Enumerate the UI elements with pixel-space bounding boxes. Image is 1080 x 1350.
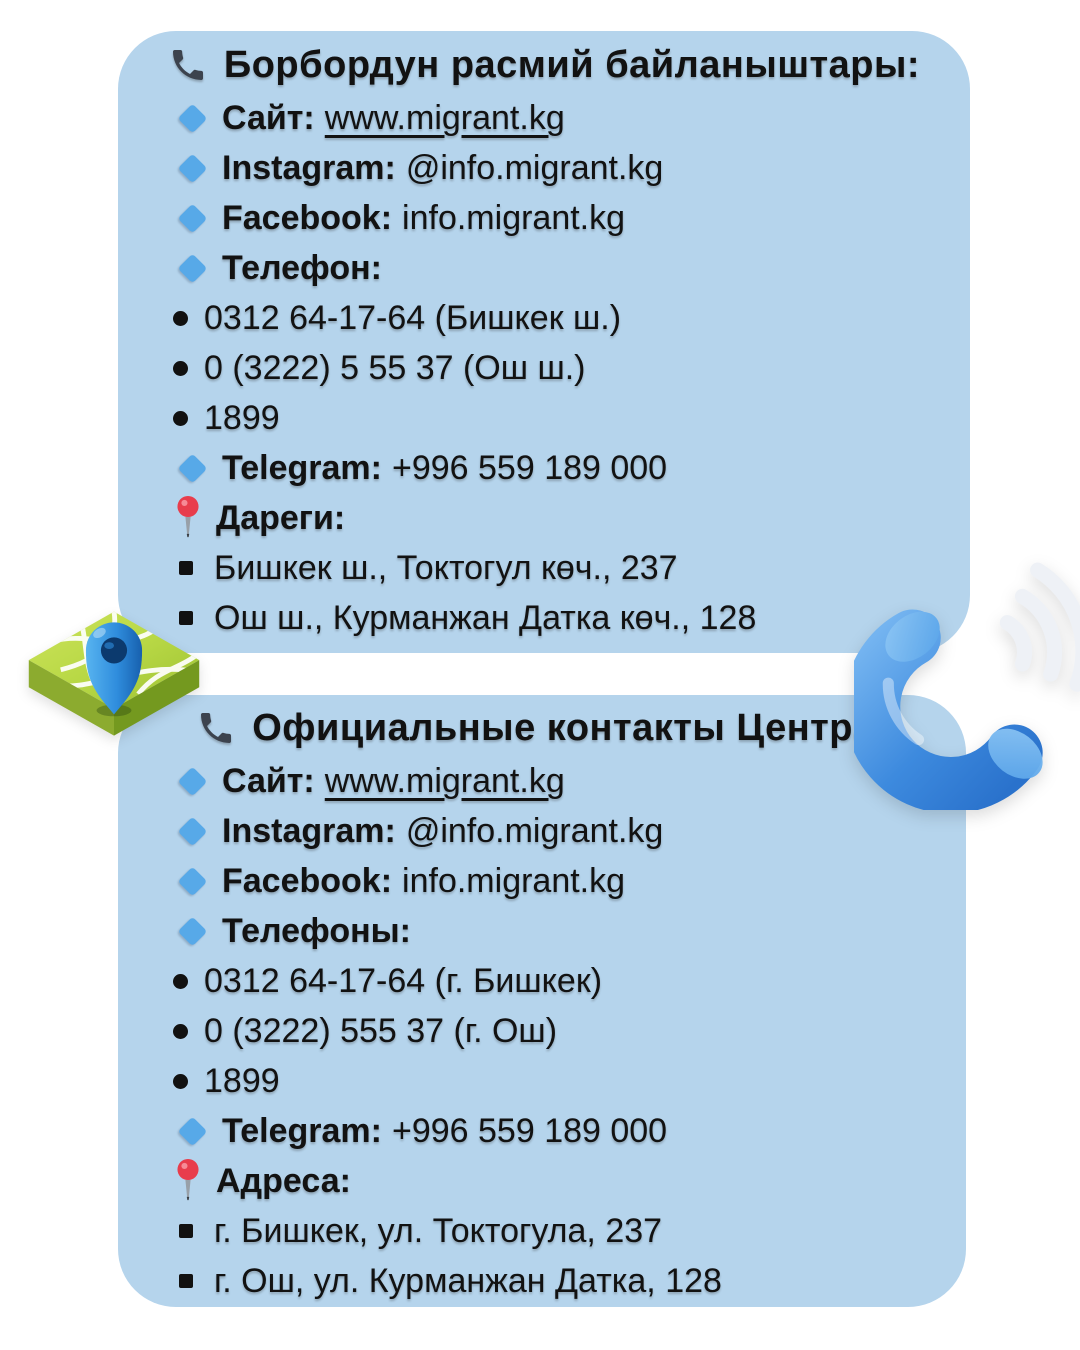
dot-bullet-icon [173,361,188,376]
contact-value: 1899 [204,399,280,437]
map-pin-3d-icon [22,602,206,774]
dot-bullet-icon [168,974,192,989]
contact-label: Дареги: [216,499,346,537]
contact-label: Facebook: [222,862,393,900]
contact-row [118,1106,966,1156]
contact-card-russian [118,695,966,1307]
contact-text [222,251,392,285]
contact-value: @info.migrant.kg [405,812,664,850]
contact-value: Ош ш., Курманжан Датка көч., 128 [214,599,757,637]
contact-text [204,301,621,335]
contact-text [214,1214,662,1248]
contact-value: 0312 64-17-64 (Бишкек ш.) [204,299,622,337]
contact-text [216,1164,361,1198]
contact-row [118,1206,966,1256]
diamond-bullet-icon [176,158,208,179]
contact-row [118,293,970,343]
dot-bullet-icon [168,1024,192,1039]
square-bullet-icon [179,1224,193,1238]
phone-receiver-icon [168,45,208,85]
contact-row [118,343,970,393]
contact-label: Telegram: [222,449,382,487]
card-body [118,756,966,1306]
contact-text [204,401,280,435]
contact-row [118,143,970,193]
contact-label: Telegram: [222,1112,382,1150]
contact-row [118,1156,966,1206]
contact-row [118,443,970,493]
contact-label: Instagram: [222,149,396,187]
card-header [118,700,966,756]
dot-bullet-icon [173,974,188,989]
contact-label: Сайт: [222,99,315,137]
card-title: Борбордун расмий байланыштары: [223,44,921,86]
contact-text [222,864,625,898]
contact-row [118,93,970,143]
card-header [118,37,970,93]
contact-label: Facebook: [222,199,393,237]
diamond-bullet-icon [176,1121,208,1142]
contact-text [222,814,663,848]
contact-text [204,964,602,998]
contact-text [222,764,565,798]
contact-text [216,501,355,535]
contact-text [222,914,421,948]
contact-card-kyrgyz [118,31,970,653]
contact-label: Instagram: [222,812,396,850]
contact-text [204,351,586,385]
dot-bullet-icon [173,311,188,326]
card-body [118,93,970,643]
square-bullet-icon [179,1274,193,1288]
contact-text [222,201,625,235]
diamond-bullet-icon [176,871,208,892]
diamond-bullet-icon [177,103,207,133]
diamond-bullet-icon [176,458,208,479]
contact-text [222,451,667,485]
contact-value: www.migrant.kg [324,99,565,137]
contact-value: info.migrant.kg [402,862,626,900]
diamond-bullet-icon [177,816,207,846]
diamond-bullet-icon [177,453,207,483]
contact-row [118,393,970,443]
contact-value: www.migrant.kg [324,762,565,800]
diamond-bullet-icon [177,866,207,896]
contact-text [222,1114,667,1148]
contact-row [118,543,970,593]
pushpin-icon [174,495,202,541]
contact-row [118,906,966,956]
contact-value: 0312 64-17-64 (г. Бишкек) [204,962,603,1000]
contact-label: Адреса: [216,1162,351,1200]
contact-value: +996 559 189 000 [391,1112,668,1150]
square-bullet-icon [174,1224,198,1238]
contact-label: Телефон: [222,249,382,287]
contact-row [118,593,970,643]
square-bullet-icon [179,561,193,575]
phone-handset-3d-icon [854,556,1080,810]
dot-bullet-icon [168,411,192,426]
dot-bullet-icon [173,411,188,426]
contact-text [214,601,756,635]
contact-value: 0 (3222) 5 55 37 (Ош ш.) [204,349,586,387]
sound-waves-icon [1007,570,1080,684]
contact-text [222,101,565,135]
contact-value: г. Бишкек, ул. Токтогула, 237 [214,1212,663,1250]
contact-row [118,1056,966,1106]
contact-value: info.migrant.kg [402,199,626,237]
diamond-bullet-icon [177,253,207,283]
contact-label: Сайт: [222,762,315,800]
pushpin-icon [174,1158,202,1204]
contact-value: @info.migrant.kg [405,149,664,187]
contact-value: 0 (3222) 555 37 (г. Ош) [204,1012,558,1050]
contact-row [118,856,966,906]
contact-value: Бишкек ш., Токтогул көч., 237 [214,549,678,587]
diamond-bullet-icon [177,203,207,233]
square-bullet-icon [174,561,198,575]
diamond-bullet-icon [176,208,208,229]
diamond-bullet-icon [176,921,208,942]
diamond-bullet-icon [177,916,207,946]
contact-row [118,756,966,806]
contact-value: +996 559 189 000 [391,449,668,487]
dot-bullet-icon [173,1074,188,1089]
dot-bullet-icon [173,1024,188,1039]
diamond-bullet-icon [177,153,207,183]
contact-text [204,1064,280,1098]
diamond-bullet-icon [176,821,208,842]
contact-value: 1899 [204,1062,280,1100]
contact-text [222,151,663,185]
contact-row [118,806,966,856]
contact-row [118,243,970,293]
contact-text [214,551,678,585]
contact-row [118,1006,966,1056]
contact-text [214,1264,722,1298]
square-bullet-icon [174,1274,198,1288]
dot-bullet-icon [168,311,192,326]
dot-bullet-icon [168,1074,192,1089]
dot-bullet-icon [168,361,192,376]
contact-row [118,193,970,243]
card-title: Официальные контакты Центра: [252,707,888,749]
contact-text [204,1014,557,1048]
contact-row [118,1256,966,1306]
contact-label: Телефоны: [222,912,412,950]
diamond-bullet-icon [177,1116,207,1146]
contact-row [118,493,970,543]
contact-row [118,956,966,1006]
diamond-bullet-icon [176,108,208,129]
contact-value: г. Ош, ул. Курманжан Датка, 128 [214,1262,722,1300]
diamond-bullet-icon [176,258,208,279]
